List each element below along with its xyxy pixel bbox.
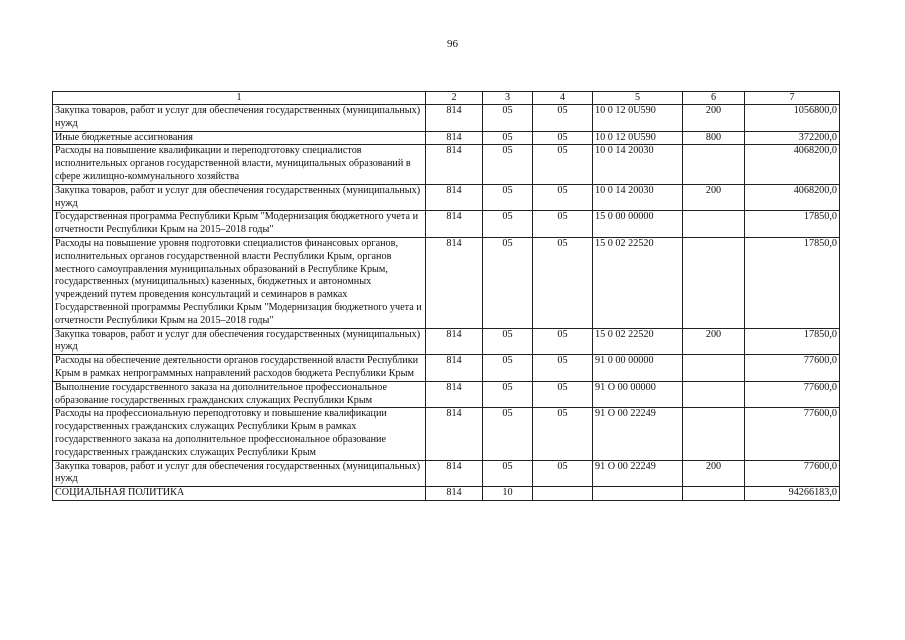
row-subsection: 05	[533, 237, 593, 328]
row-subsection: 05	[533, 105, 593, 132]
row-ministry-code: 814	[426, 184, 483, 211]
row-expense-type: 800	[683, 131, 745, 145]
row-amount: 17850,0	[745, 211, 840, 238]
row-expense-type: 200	[683, 328, 745, 355]
row-target-code: 15 0 02 22520	[593, 328, 683, 355]
row-amount: 77600,0	[745, 460, 840, 487]
row-section: 05	[483, 184, 533, 211]
row-target-code: 91 О 00 22249	[593, 460, 683, 487]
row-expense-type: 200	[683, 184, 745, 211]
row-target-code: 91 О 00 22249	[593, 408, 683, 460]
row-section: 05	[483, 237, 533, 328]
row-target-code: 91 0 00 00000	[593, 355, 683, 382]
row-section: 05	[483, 408, 533, 460]
row-section: 05	[483, 211, 533, 238]
row-expense-type: 200	[683, 460, 745, 487]
row-expense-type	[683, 237, 745, 328]
row-section: 05	[483, 145, 533, 184]
row-expense-type	[683, 487, 745, 501]
row-expense-type	[683, 145, 745, 184]
row-amount: 4068200,0	[745, 184, 840, 211]
row-name: Государственная программа Республики Крым "Модернизация бюджетного учета и отчетности Республики Крым на 2015–2018 годы"	[53, 211, 426, 238]
header-col-1: 1	[53, 92, 426, 105]
header-col-7: 7	[745, 92, 840, 105]
row-ministry-code: 814	[426, 460, 483, 487]
row-section: 10	[483, 487, 533, 501]
header-col-2: 2	[426, 92, 483, 105]
header-col-5: 5	[593, 92, 683, 105]
row-subsection: 05	[533, 328, 593, 355]
row-subsection	[533, 487, 593, 501]
row-ministry-code: 814	[426, 105, 483, 132]
row-target-code: 10 0 12 0U590	[593, 105, 683, 132]
row-target-code: 10 0 12 0U590	[593, 131, 683, 145]
row-amount: 4068200,0	[745, 145, 840, 184]
row-expense-type	[683, 408, 745, 460]
row-ministry-code: 814	[426, 131, 483, 145]
row-target-code: 10 0 14 20030	[593, 184, 683, 211]
row-subsection: 05	[533, 408, 593, 460]
row-name: Расходы на обеспечение деятельности органов государственной власти Республики Крым в рамках непрограммных направлений расходов бюджета Республики Крым	[53, 355, 426, 382]
row-name: Расходы на повышение квалификации и переподготовку специалистов исполнительных органов государственной власти, муниципальных образований в сфере жилищно-коммунального хозяйства	[53, 145, 426, 184]
row-name: Закупка товаров, работ и услуг для обеспечения государственных (муниципальных) нужд	[53, 105, 426, 132]
table-row	[53, 355, 840, 382]
row-subsection: 05	[533, 355, 593, 382]
row-name: Выполнение государственного заказа на дополнительное профессиональное образование государственных гражданских служащих Республики Крым	[53, 381, 426, 408]
table-row	[53, 381, 840, 408]
row-section: 05	[483, 105, 533, 132]
table-row	[53, 211, 840, 238]
row-amount: 77600,0	[745, 381, 840, 408]
row-subsection: 05	[533, 145, 593, 184]
row-ministry-code: 814	[426, 211, 483, 238]
row-name: Закупка товаров, работ и услуг для обеспечения государственных (муниципальных) нужд	[53, 328, 426, 355]
row-section: 05	[483, 381, 533, 408]
row-subsection: 05	[533, 184, 593, 211]
row-subsection: 05	[533, 131, 593, 145]
row-name: Закупка товаров, работ и услуг для обеспечения государственных (муниципальных) нужд	[53, 460, 426, 487]
row-ministry-code: 814	[426, 145, 483, 184]
row-ministry-code: 814	[426, 487, 483, 501]
table-row	[53, 131, 840, 145]
table-row	[53, 328, 840, 355]
row-expense-type	[683, 381, 745, 408]
header-row	[53, 92, 840, 105]
row-amount: 372200,0	[745, 131, 840, 145]
row-section: 05	[483, 131, 533, 145]
row-name: СОЦИАЛЬНАЯ ПОЛИТИКА	[53, 487, 426, 501]
row-ministry-code: 814	[426, 381, 483, 408]
row-section: 05	[483, 355, 533, 382]
row-amount: 17850,0	[745, 328, 840, 355]
row-section: 05	[483, 460, 533, 487]
row-amount: 77600,0	[745, 355, 840, 382]
row-ministry-code: 814	[426, 408, 483, 460]
row-expense-type	[683, 211, 745, 238]
table-row	[53, 237, 840, 328]
row-expense-type	[683, 355, 745, 382]
row-target-code	[593, 487, 683, 501]
row-name: Расходы на повышение уровня подготовки специалистов финансовых органов, исполнительных органов государственной власти Республики Крым, органов местного самоуправления муниципальных образований в Республике Крым, государственных (муниципальных) казенных, бюджетных и автономных учреждений путем проведения консультаций и семинаров в рамках Государственной программы Республики Крым "Модернизация бюджетного учета и отчетности Республики Крым на 2015–2018 годы"	[53, 237, 426, 328]
row-subsection: 05	[533, 381, 593, 408]
row-name: Закупка товаров, работ и услуг для обеспечения государственных (муниципальных) нужд	[53, 184, 426, 211]
budget-table	[52, 91, 840, 501]
row-expense-type: 200	[683, 105, 745, 132]
header-col-3: 3	[483, 92, 533, 105]
row-target-code: 10 0 14 20030	[593, 145, 683, 184]
table-row	[53, 145, 840, 184]
row-ministry-code: 814	[426, 355, 483, 382]
row-name: Иные бюджетные ассигнования	[53, 131, 426, 145]
row-subsection: 05	[533, 211, 593, 238]
row-amount: 94266183,0	[745, 487, 840, 501]
row-target-code: 15 0 02 22520	[593, 237, 683, 328]
header-col-4: 4	[533, 92, 593, 105]
row-amount: 77600,0	[745, 408, 840, 460]
table-row	[53, 105, 840, 132]
row-subsection: 05	[533, 460, 593, 487]
row-amount: 1056800,0	[745, 105, 840, 132]
table-row	[53, 460, 840, 487]
row-target-code: 15 0 00 00000	[593, 211, 683, 238]
table-row	[53, 408, 840, 460]
row-name: Расходы на профессиональную переподготовку и повышение квалификации государственных гражданских служащих Республики Крым в рамках государственного заказа на дополнительное профессиональное образование государственных гражданских служащих Республики Крым	[53, 408, 426, 460]
table-row	[53, 184, 840, 211]
row-target-code: 91 О 00 00000	[593, 381, 683, 408]
table-row-section-total	[53, 487, 840, 501]
row-ministry-code: 814	[426, 237, 483, 328]
row-amount: 17850,0	[745, 237, 840, 328]
header-col-6: 6	[683, 92, 745, 105]
page-number: 96	[447, 38, 458, 50]
row-ministry-code: 814	[426, 328, 483, 355]
row-section: 05	[483, 328, 533, 355]
